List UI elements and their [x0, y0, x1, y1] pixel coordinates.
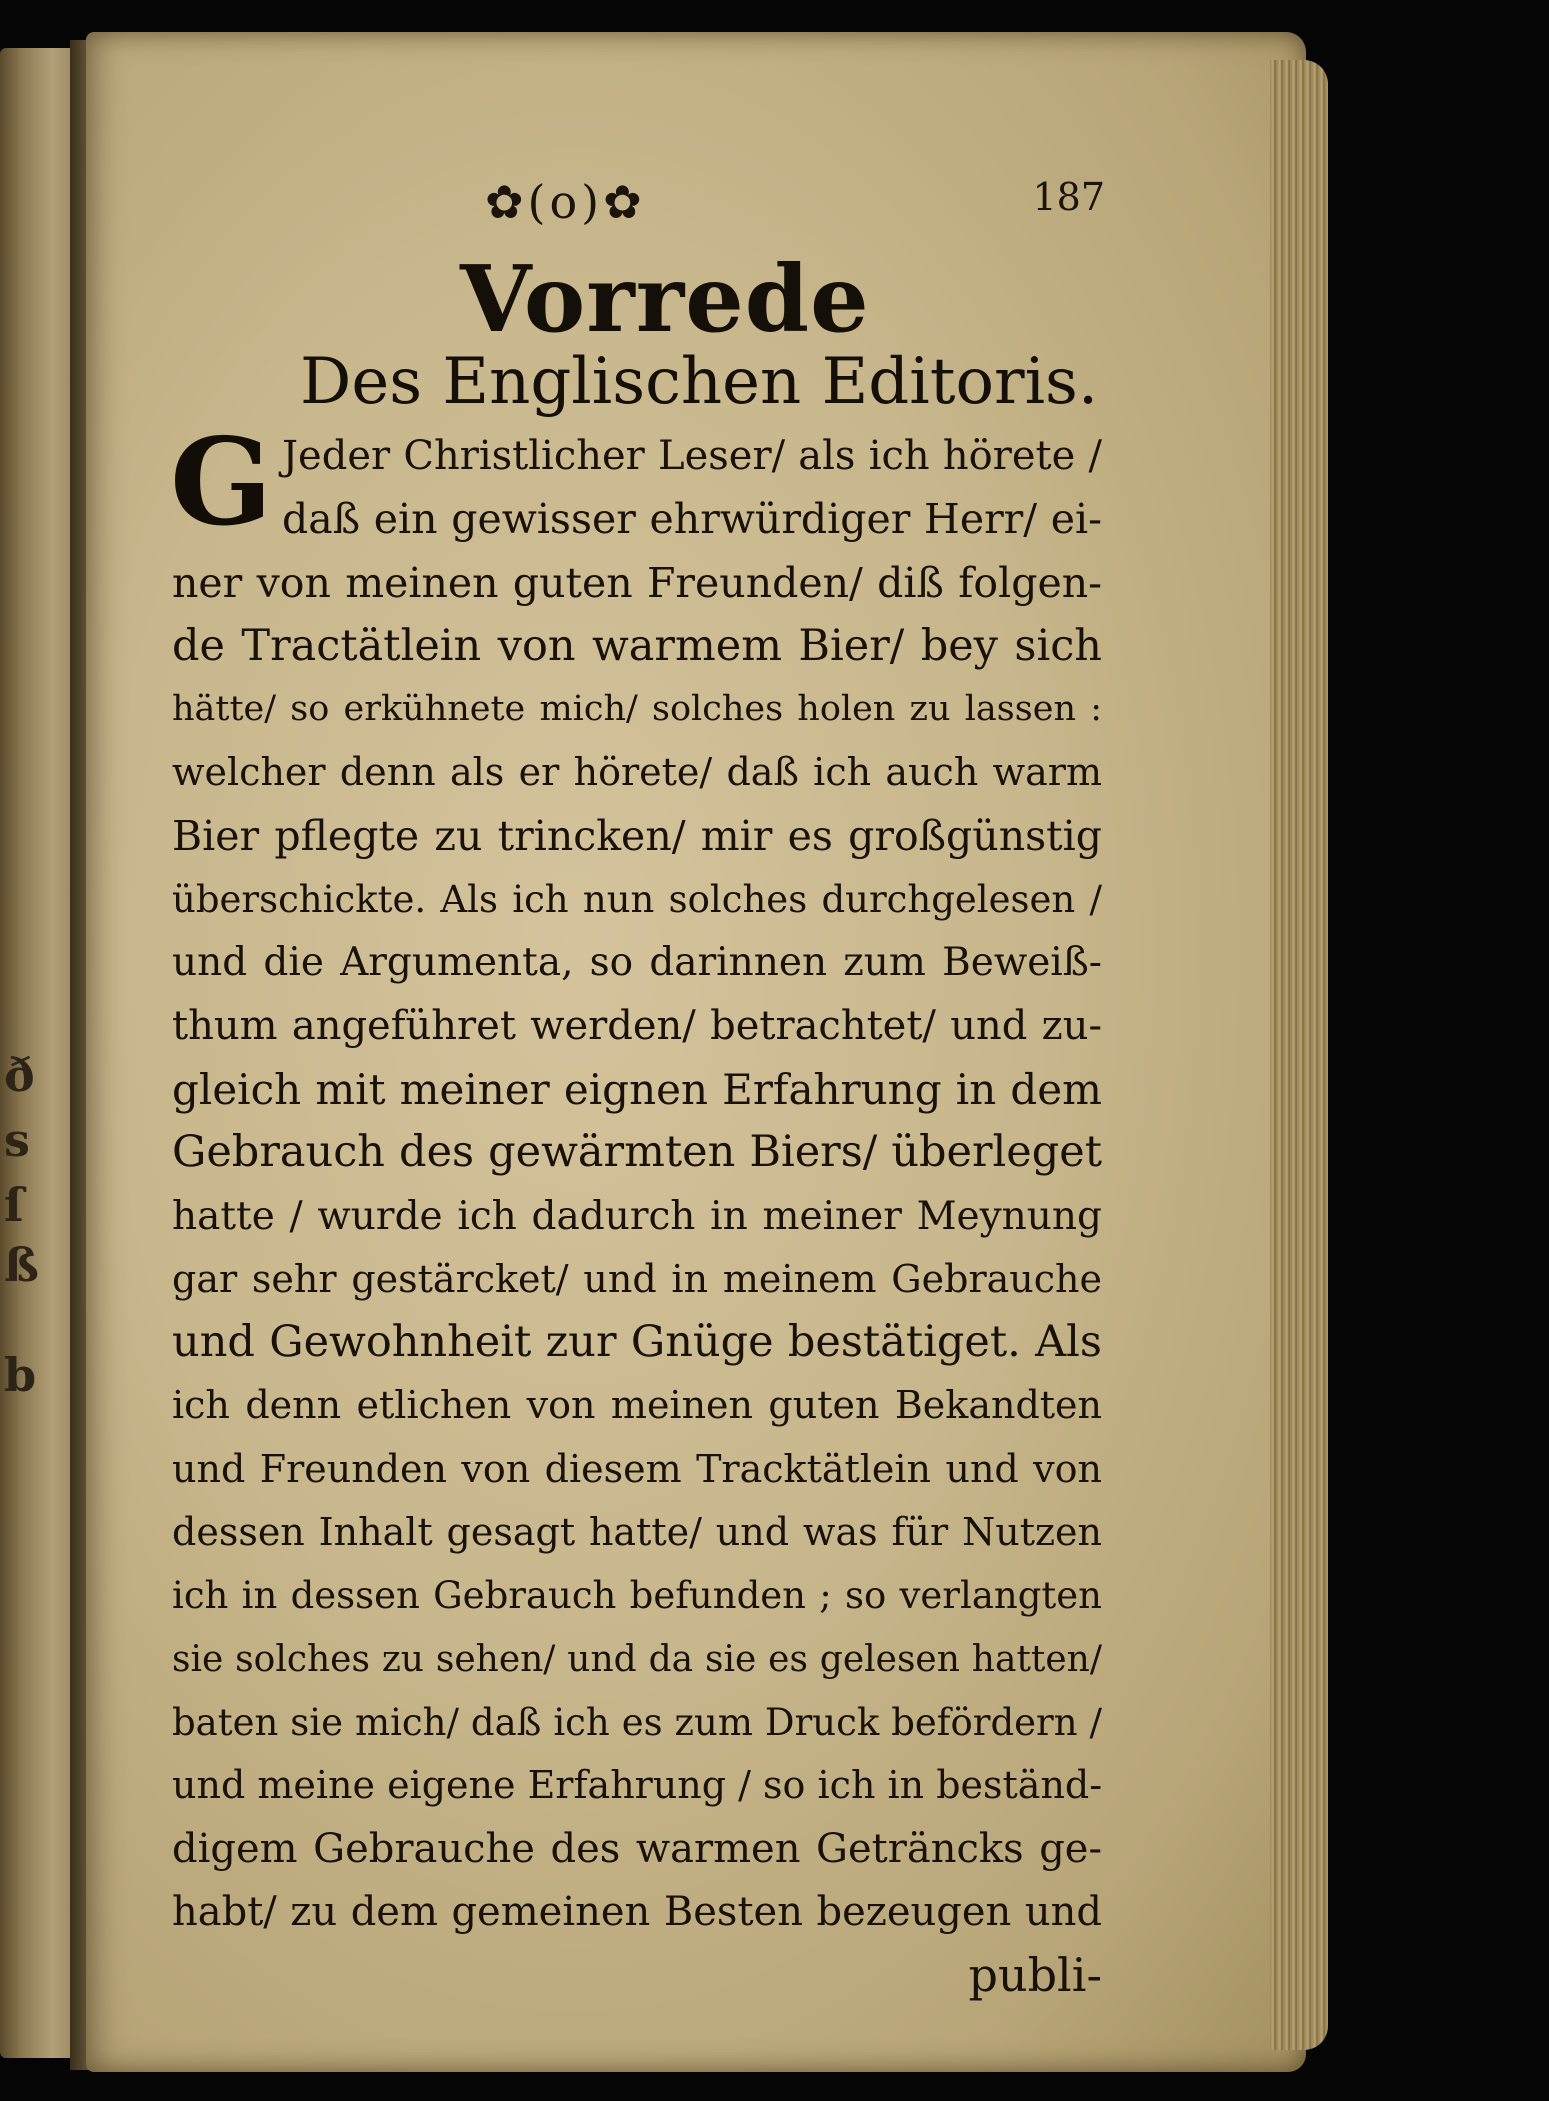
- text-line: welcher denn als er hörete/ daß ich auch warm: [172, 750, 1102, 795]
- previous-page-edge: [0, 48, 75, 2058]
- text-line: und Gewohnheit zur Gnüge bestätiget. Als: [172, 1317, 1102, 1368]
- text-line: gar sehr gestärcket/ und in meinem Gebrauche: [172, 1256, 1102, 1301]
- chapter-subtitle: Des Englischen Editoris.: [300, 345, 1099, 419]
- running-header: [315, 175, 1105, 235]
- text-line: ner von meinen guten Freunden/ diß folgen-: [172, 558, 1102, 607]
- page-number: 187: [1032, 175, 1105, 219]
- text-line: hatte / wurde ich dadurch in meiner Meynung: [172, 1193, 1102, 1239]
- text-line: hätte/ so erkühnete mich/ solches holen zu lassen :: [172, 689, 1102, 730]
- text-line: thum angeführet werden/ betrachtet/ und zu-: [172, 1002, 1102, 1049]
- chapter-title: Vorrede: [460, 245, 870, 353]
- text-line: daß ein gewisser ehrwürdiger Herr/ ei-: [282, 495, 1102, 544]
- left-page-glyph: ß: [4, 1238, 39, 1292]
- text-line: gleich mit meiner eignen Erfahrung in dem: [172, 1064, 1102, 1114]
- text-line: Bier pflegte zu trincken/ mir es großgünstig: [172, 811, 1102, 860]
- left-page-glyph: b: [4, 1348, 37, 1402]
- left-page-glyph: ſ: [4, 1178, 24, 1232]
- text-line: Gebrauch des gewärmten Biers/ überleget: [172, 1127, 1102, 1178]
- page-edges: [1270, 60, 1328, 2050]
- text-line: und Freunden von diesem Tracktätlein und von: [172, 1446, 1102, 1491]
- text-line: ich denn etlichen von meinen guten Bekandten: [172, 1383, 1102, 1428]
- drop-initial: G: [170, 412, 273, 553]
- body-text: [170, 412, 1102, 2007]
- text-line: ich in dessen Gebrauch befunden ; so verlangten: [172, 1574, 1102, 1618]
- text-line: digem Gebrauche des warmen Geträncks ge-: [172, 1825, 1102, 1872]
- left-page-glyph: s: [4, 1113, 30, 1167]
- text-line: und die Argumenta, so darinnen zum Beweiß-: [172, 940, 1102, 986]
- left-page-glyph: ð: [4, 1048, 35, 1102]
- text-line: und meine eigene Erfahrung / so ich in beständ-: [172, 1763, 1102, 1808]
- text-line: sie solches zu sehen/ und da sie es gelesen hatten/: [172, 1638, 1102, 1680]
- text-line: überschickte. Als ich nun solches durchgelesen /: [172, 878, 1102, 922]
- catchword: publi-: [968, 1948, 1102, 2003]
- text-line: dessen Inhalt gesagt hatte/ und was für Nutzen: [172, 1510, 1102, 1555]
- text-line: Jeder Christlicher Leser/ als ich hörete /: [282, 433, 1102, 479]
- header-ornament: ✿(o)✿: [485, 175, 646, 229]
- text-line: habt/ zu dem gemeinen Besten bezeugen und: [172, 1888, 1102, 1935]
- text-line: de Tractätlein von warmem Bier/ bey sich: [172, 620, 1102, 671]
- text-line: baten sie mich/ daß ich es zum Druck befördern /: [172, 1700, 1102, 1744]
